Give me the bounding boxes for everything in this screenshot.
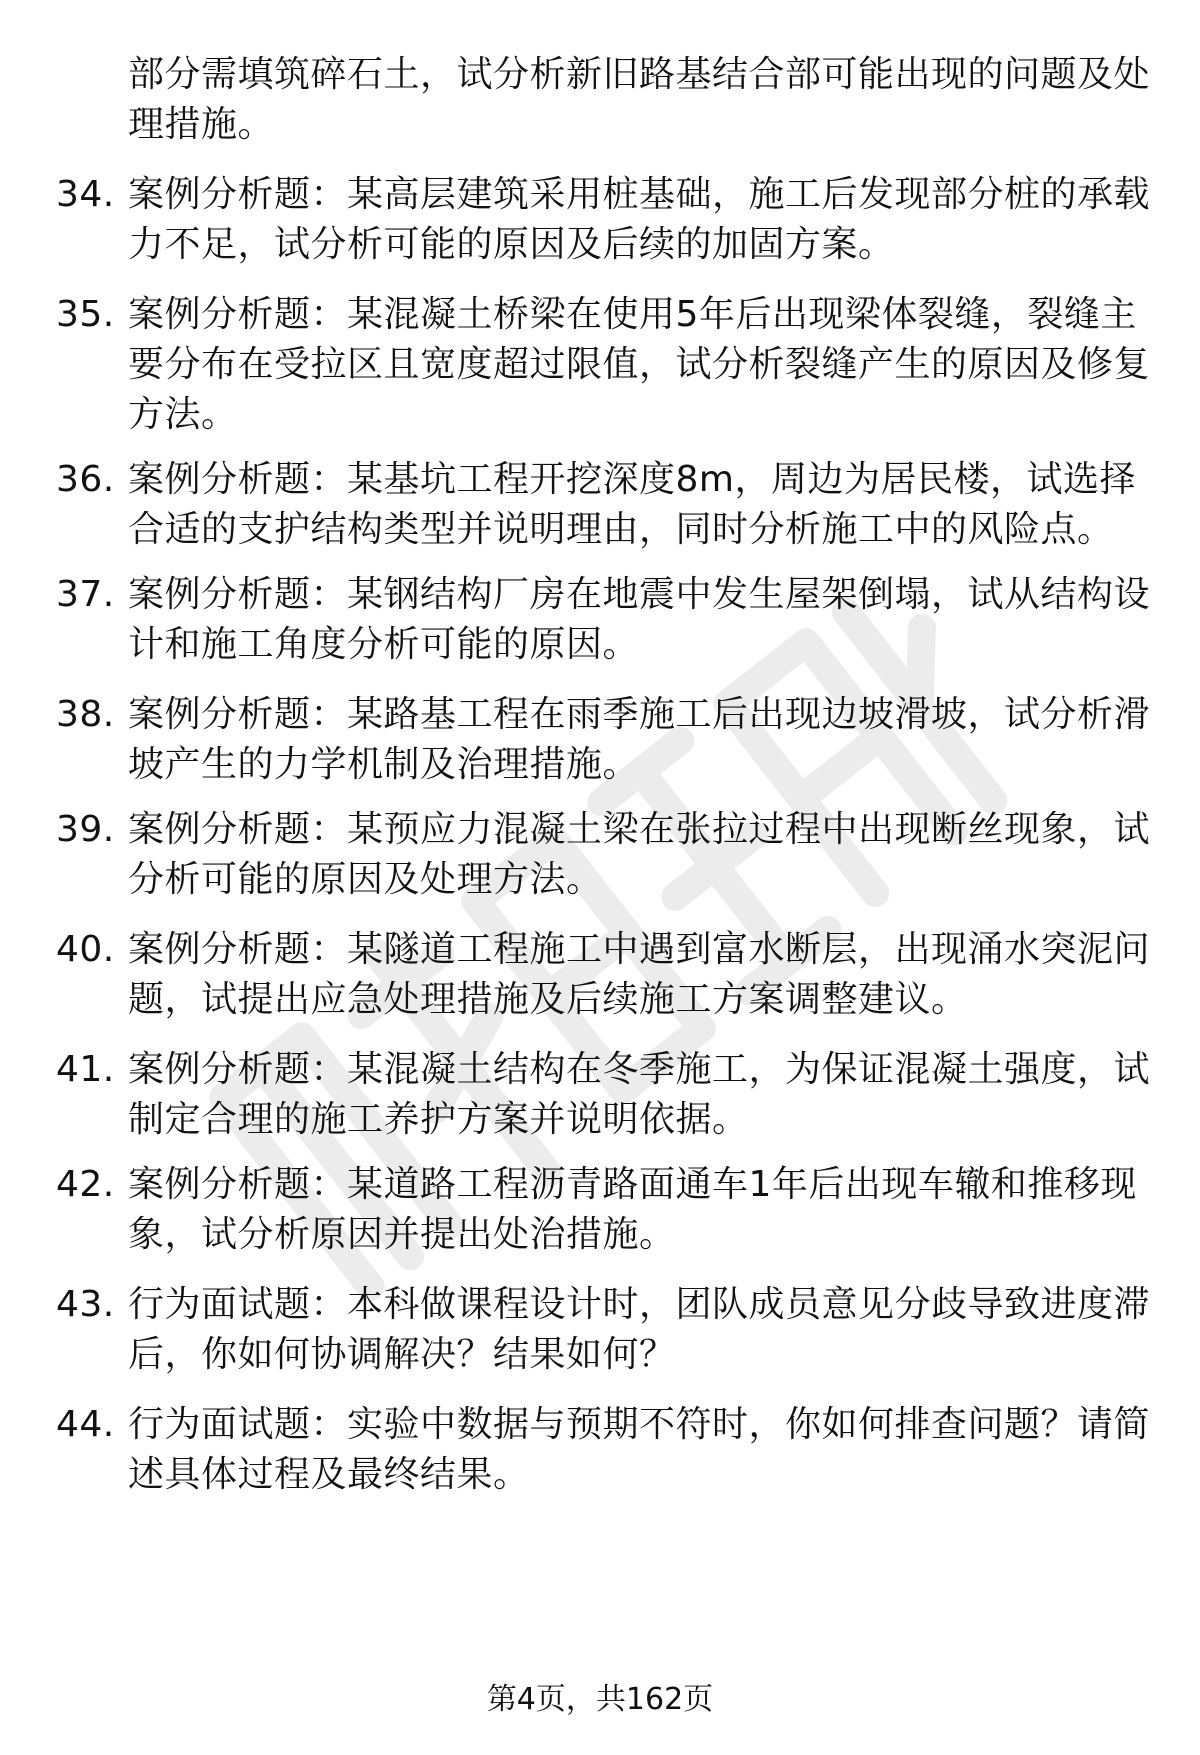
question-text: 案例分析题：某高层建筑采用桩基础，施工后发现部分桩的承载力不足，试分析可能的原因及后续的加固方案。: [128, 174, 1151, 265]
question-text: 案例分析题：某基坑工程开挖深度8m，周边为居民楼，试选择合适的支护结构类型并说明理由，同时分析施工中的风险点。: [128, 459, 1136, 550]
question-36: [56, 455, 1166, 555]
question-number: 43.: [56, 1284, 115, 1325]
question-number: 34.: [56, 174, 115, 215]
question-number: 41.: [56, 1049, 115, 1090]
question-number: 38.: [56, 694, 115, 735]
question-38: [56, 690, 1166, 790]
question-number: 40.: [56, 929, 115, 970]
question-text: 案例分析题：某路基工程在雨季施工后出现边坡滑坡，试分析滑坡产生的力学机制及治理措施。: [128, 694, 1151, 785]
question-text: 案例分析题：某混凝土结构在冬季施工，为保证混凝土强度，试制定合理的施工养护方案并说明依据。: [128, 1049, 1151, 1140]
question-text: 案例分析题：某预应力混凝土梁在张拉过程中出现断丝现象，试分析可能的原因及处理方法。: [128, 809, 1151, 900]
question-35: [56, 290, 1166, 440]
question-text: 案例分析题：某道路工程沥青路面通车1年后出现车辙和推移现象，试分析原因并提出处治措施。: [128, 1164, 1137, 1255]
question-text: 案例分析题：某钢结构厂房在地震中发生屋架倒塌，试从结构设计和施工角度分析可能的原因。: [128, 574, 1151, 665]
page-footer: 第4页，共162页: [486, 1682, 714, 1717]
question-40: [56, 925, 1166, 1025]
question-text: 案例分析题：某隧道工程施工中遇到富水断层，出现涌水突泥问题，试提出应急处理措施及后续施工方案调整建议。: [128, 929, 1151, 1020]
question-number: 44.: [56, 1404, 115, 1445]
question-text: 行为面试题：本科做课程设计时，团队成员意见分歧导致进度滞后，你如何协调解决？结果如何？: [128, 1284, 1151, 1375]
question-text: 行为面试题：实验中数据与预期不符时，你如何排查问题？请简述具体过程及最终结果。: [128, 1404, 1151, 1495]
question-text: 案例分析题：某混凝土桥梁在使用5年后出现梁体裂缝，裂缝主要分布在受拉区且宽度超过限值，试分析裂缝产生的原因及修复方法。: [128, 294, 1151, 435]
question-41: [56, 1045, 1166, 1145]
question-42: [56, 1160, 1166, 1260]
continued-paragraph: 部分需填筑碎石土，试分析新旧路基结合部可能出现的问题及处理措施。: [128, 54, 1151, 145]
question-34: [56, 170, 1166, 270]
question-44: [56, 1400, 1166, 1500]
question-37: [56, 570, 1166, 670]
question-39: [56, 805, 1166, 905]
question-number: 36.: [56, 459, 115, 500]
question-number: 42.: [56, 1164, 115, 1205]
question-43: [56, 1280, 1166, 1380]
question-number: 37.: [56, 574, 115, 615]
question-number: 35.: [56, 294, 115, 335]
question-number: 39.: [56, 809, 115, 850]
